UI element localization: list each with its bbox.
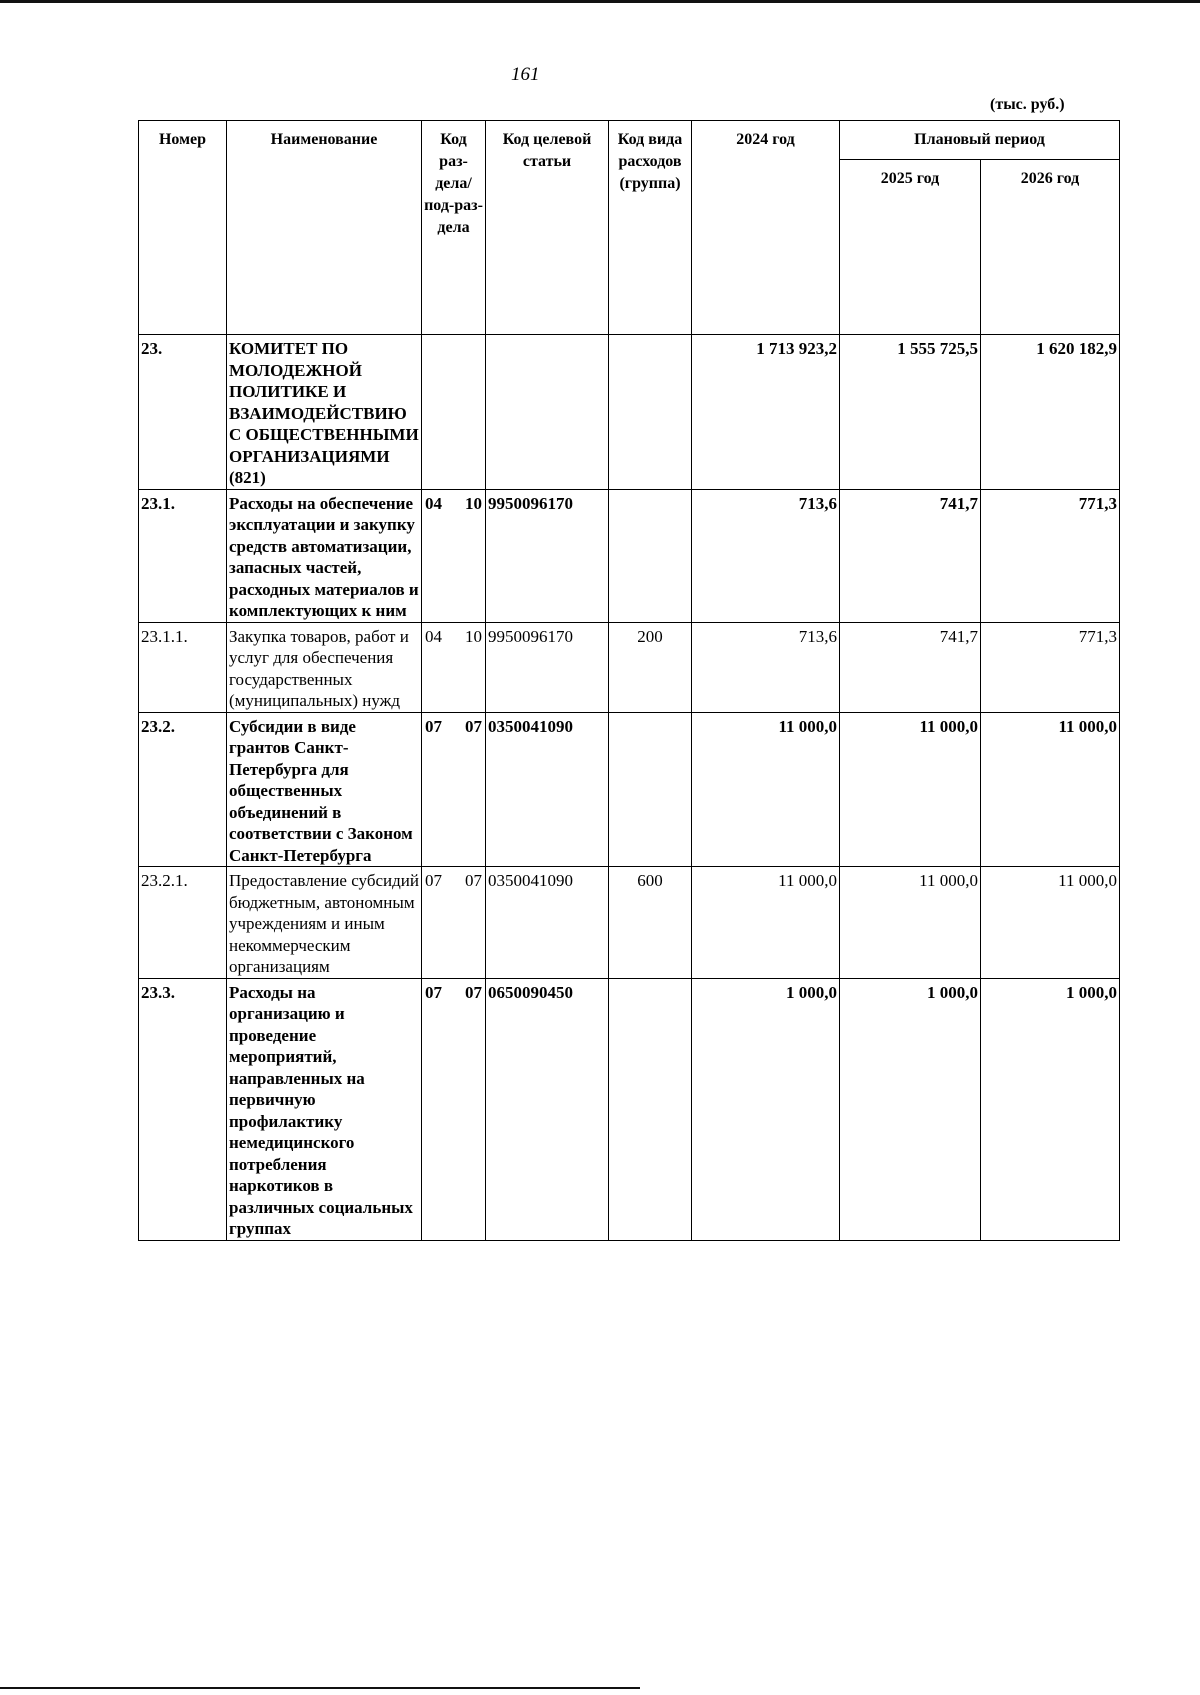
table-row (139, 712, 1120, 867)
row-target-code: 0350041090 (486, 712, 609, 867)
subsection-code: 07 (465, 716, 482, 736)
row-number: 23.1.1. (139, 622, 227, 712)
row-value-2026: 11 000,0 (981, 867, 1120, 979)
table-row (139, 622, 1120, 712)
row-expense-type: 200 (609, 622, 692, 712)
section-code: 07 (425, 982, 442, 1002)
row-name: КОМИТЕТ ПО МОЛОДЕЖНОЙ ПОЛИТИКЕ И ВЗАИМОДЕЙСТВИЮ С ОБЩЕСТВЕННЫМИ ОРГАНИЗАЦИЯМИ (821) (227, 335, 422, 490)
row-target-code: 9950096170 (486, 489, 609, 622)
subsection-code: 10 (465, 626, 482, 646)
row-value-2024: 1 000,0 (692, 978, 840, 1240)
row-number: 23.1. (139, 489, 227, 622)
row-section-code (422, 622, 486, 712)
row-value-2024: 713,6 (692, 489, 840, 622)
row-value-2024: 11 000,0 (692, 712, 840, 867)
header-expense-type-code: Код вида расходов (группа) (609, 121, 692, 335)
header-plan-period: Плановый период (840, 121, 1120, 160)
row-value-2026: 1 620 182,9 (981, 335, 1120, 490)
row-section-code (422, 335, 486, 490)
header-year-2024: 2024 год (692, 121, 840, 335)
section-code: 07 (425, 871, 442, 890)
units-label: (тыс. руб.) (990, 96, 1065, 113)
row-expense-type (609, 335, 692, 490)
row-name: Закупка товаров, работ и услуг для обеспечения государственных (муниципальных) нужд (227, 622, 422, 712)
row-value-2024: 713,6 (692, 622, 840, 712)
subsection-code: 07 (465, 982, 482, 1002)
table-row (139, 489, 1120, 622)
section-code: 07 (425, 716, 442, 736)
row-value-2026: 1 000,0 (981, 978, 1120, 1240)
row-section-code (422, 867, 486, 979)
row-value-2024: 11 000,0 (692, 867, 840, 979)
row-target-code: 0350041090 (486, 867, 609, 979)
row-number: 23.3. (139, 978, 227, 1240)
section-code: 04 (425, 626, 442, 646)
budget-table (138, 120, 1120, 1241)
header-row-top (139, 121, 1120, 160)
header-section-code: Код раз-дела/ под-раз-дела (422, 121, 486, 335)
row-value-2025: 1 555 725,5 (840, 335, 981, 490)
row-value-2026: 771,3 (981, 489, 1120, 622)
row-expense-type: 600 (609, 867, 692, 979)
row-number: 23.2.1. (139, 867, 227, 979)
row-number: 23.2. (139, 712, 227, 867)
row-section-code (422, 489, 486, 622)
header-year-2025: 2025 год (840, 160, 981, 335)
row-value-2025: 741,7 (840, 489, 981, 622)
row-number: 23. (139, 335, 227, 490)
row-value-2025: 11 000,0 (840, 867, 981, 979)
page-number: 161 (511, 64, 540, 85)
header-number: Номер (139, 121, 227, 335)
row-target-code: 9950096170 (486, 622, 609, 712)
row-expense-type (609, 712, 692, 867)
row-value-2024: 1 713 923,2 (692, 335, 840, 490)
row-value-2025: 741,7 (840, 622, 981, 712)
table-row (139, 978, 1120, 1240)
table-row (139, 867, 1120, 979)
row-value-2026: 11 000,0 (981, 712, 1120, 867)
subsection-code: 10 (465, 493, 482, 513)
row-target-code: 0650090450 (486, 978, 609, 1240)
section-code: 04 (425, 493, 442, 513)
row-value-2026: 771,3 (981, 622, 1120, 712)
row-name: Субсидии в виде грантов Санкт-Петербурга для общественных объединений в соответствии с Законом Санкт-Петербурга (227, 712, 422, 867)
header-target-code: Код целевой статьи (486, 121, 609, 335)
header-name: Наименование (227, 121, 422, 335)
row-section-code (422, 978, 486, 1240)
row-name: Расходы на обеспечение эксплуатации и закупку средств автоматизации, запасных частей, расходных материалов и комплектующих к ним (227, 489, 422, 622)
table-row (139, 335, 1120, 490)
row-name: Расходы на организацию и проведение мероприятий, направленных на первичную профилактику немедицинского потребления наркотиков в различных социальных группах (227, 978, 422, 1240)
row-section-code (422, 712, 486, 867)
row-expense-type (609, 978, 692, 1240)
header-year-2026: 2026 год (981, 160, 1120, 335)
row-value-2025: 1 000,0 (840, 978, 981, 1240)
row-expense-type (609, 489, 692, 622)
row-target-code (486, 335, 609, 490)
subsection-code: 07 (465, 871, 482, 890)
bottom-border-rule (0, 1687, 640, 1689)
row-value-2025: 11 000,0 (840, 712, 981, 867)
row-name: Предоставление субсидий бюджетным, автономным учреждениям и иным некоммерческим организациям (227, 867, 422, 979)
top-border-rule (0, 0, 1200, 3)
